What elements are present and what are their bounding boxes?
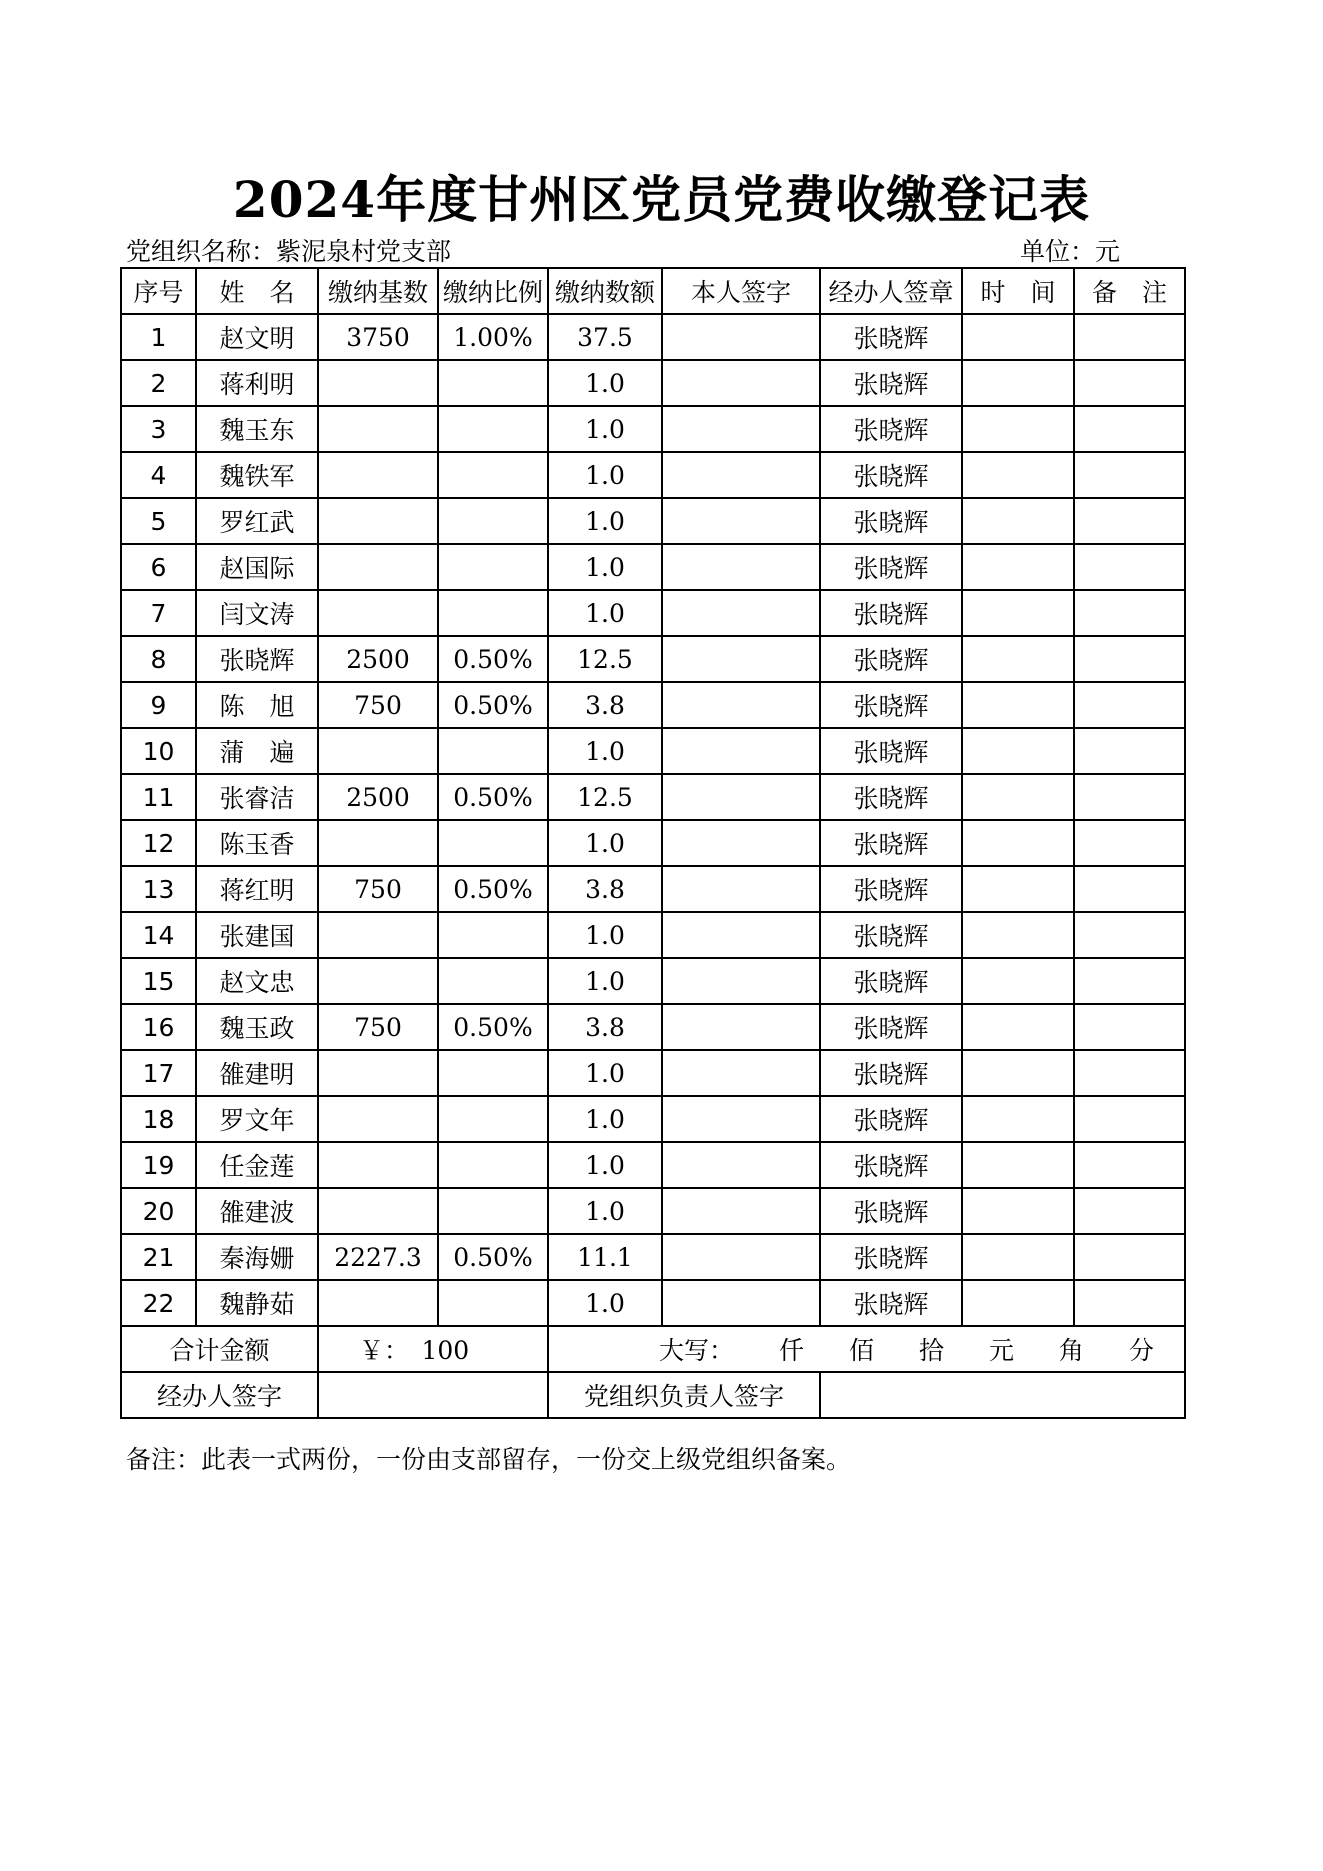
time-cell[interactable] [962,866,1074,912]
dues-amount: 3.8 [548,682,662,728]
row-number: 13 [121,866,196,912]
member-name: 赵文忠 [196,958,318,1004]
dues-base: 750 [318,866,438,912]
dues-amount: 3.8 [548,1004,662,1050]
dues-amount: 3.8 [548,866,662,912]
dues-ratio [438,498,548,544]
leader-sign-label: 党组织负责人签字 [548,1372,820,1418]
dues-base [318,728,438,774]
dues-ratio [438,406,548,452]
self-signature-cell[interactable] [662,682,820,728]
handler-cell: 张晓辉 [820,1050,962,1096]
table-row [121,912,1185,958]
handler-cell: 张晓辉 [820,360,962,406]
dues-amount: 1.0 [548,1280,662,1326]
time-cell[interactable] [962,820,1074,866]
dues-base: 2500 [318,774,438,820]
remark-cell[interactable] [1074,406,1185,452]
member-name: 张建国 [196,912,318,958]
time-cell[interactable] [962,682,1074,728]
handler-cell: 张晓辉 [820,866,962,912]
self-signature-cell[interactable] [662,1004,820,1050]
dues-amount: 1.0 [548,590,662,636]
self-signature-cell[interactable] [662,406,820,452]
handler-cell: 张晓辉 [820,498,962,544]
row-number: 2 [121,360,196,406]
dues-amount: 1.0 [548,1050,662,1096]
time-cell[interactable] [962,1050,1074,1096]
table-row [121,820,1185,866]
remark-cell[interactable] [1074,590,1185,636]
row-number: 11 [121,774,196,820]
row-number: 20 [121,1188,196,1234]
dues-ratio [438,452,548,498]
remark-cell[interactable] [1074,498,1185,544]
dues-amount: 1.0 [548,1188,662,1234]
table-row [121,1234,1185,1280]
self-signature-cell[interactable] [662,820,820,866]
remark-cell[interactable] [1074,314,1185,360]
time-cell[interactable] [962,544,1074,590]
table-row [121,590,1185,636]
row-number: 10 [121,728,196,774]
remark-cell[interactable] [1074,1280,1185,1326]
dues-ratio [438,820,548,866]
daxie-unit: 佰 [848,1336,874,1365]
row-number: 17 [121,1050,196,1096]
header-cell: 经办人签章 [820,268,962,314]
member-name: 罗文年 [196,1096,318,1142]
unit-label: 单位：元 [1020,237,1121,266]
dues-ratio: 1.00% [438,314,548,360]
member-name: 赵文明 [196,314,318,360]
table-row [121,360,1185,406]
handler-cell: 张晓辉 [820,774,962,820]
header-cell: 姓 名 [196,268,318,314]
handler-cell: 张晓辉 [820,912,962,958]
handler-cell: 张晓辉 [820,682,962,728]
dues-ratio [438,1050,548,1096]
footer-note: 备注：此表一式两份，一份由支部留存，一份交上级党组织备案。 [126,1445,852,1474]
dues-base [318,406,438,452]
table-row [121,866,1185,912]
dues-ratio: 0.50% [438,682,548,728]
row-number: 21 [121,1234,196,1280]
dues-base [318,360,438,406]
dues-base [318,590,438,636]
dues-ratio [438,912,548,958]
dues-ratio [438,1280,548,1326]
handler-cell: 张晓辉 [820,1280,962,1326]
page-title: 2024年度甘州区党员党费收缴登记表 [232,170,1091,229]
remark-cell[interactable] [1074,1234,1185,1280]
total-row [121,1326,1185,1372]
dues-base: 2227.3 [318,1234,438,1280]
dues-amount: 1.0 [548,498,662,544]
self-signature-cell[interactable] [662,1234,820,1280]
total-value: ￥： 100 [318,1326,548,1372]
handler-cell: 张晓辉 [820,544,962,590]
handler-cell: 张晓辉 [820,1004,962,1050]
header-cell: 缴纳比例 [438,268,548,314]
table-row [121,1280,1185,1326]
dues-amount: 1.0 [548,1142,662,1188]
row-number: 3 [121,406,196,452]
dues-register-table [120,267,1186,1419]
table-row [121,774,1185,820]
member-name: 魏玉政 [196,1004,318,1050]
handler-cell: 张晓辉 [820,1142,962,1188]
row-number: 18 [121,1096,196,1142]
self-signature-cell[interactable] [662,958,820,1004]
dues-base [318,1188,438,1234]
time-cell[interactable] [962,590,1074,636]
dues-base [318,1096,438,1142]
member-name: 张晓辉 [196,636,318,682]
row-number: 16 [121,1004,196,1050]
dues-base [318,1142,438,1188]
dues-amount: 1.0 [548,360,662,406]
dues-base [318,958,438,1004]
row-number: 12 [121,820,196,866]
dues-base [318,452,438,498]
header-cell: 时 间 [962,268,1074,314]
leader-sign-cell[interactable] [820,1372,1185,1418]
header-cell: 缴纳数额 [548,268,662,314]
time-cell[interactable] [962,498,1074,544]
self-signature-cell[interactable] [662,544,820,590]
table-row [121,958,1185,1004]
row-number: 9 [121,682,196,728]
header-cell: 备 注 [1074,268,1185,314]
daxie-label: 大写： [659,1336,735,1365]
row-number: 5 [121,498,196,544]
handler-sign-cell[interactable] [318,1372,548,1418]
table-row [121,1142,1185,1188]
self-signature-cell[interactable] [662,1188,820,1234]
self-signature-cell[interactable] [662,866,820,912]
dues-ratio [438,728,548,774]
time-cell[interactable] [962,1004,1074,1050]
dues-ratio [438,1096,548,1142]
time-cell[interactable] [962,1188,1074,1234]
dues-ratio [438,360,548,406]
dues-amount: 1.0 [548,452,662,498]
member-name: 张睿洁 [196,774,318,820]
table-row [121,636,1185,682]
dues-amount: 1.0 [548,544,662,590]
self-signature-cell[interactable] [662,360,820,406]
self-signature-cell[interactable] [662,452,820,498]
member-name: 魏玉东 [196,406,318,452]
dues-ratio: 0.50% [438,866,548,912]
member-name: 蒲 遍 [196,728,318,774]
member-name: 赵国际 [196,544,318,590]
member-name: 魏铁军 [196,452,318,498]
remark-cell[interactable] [1074,452,1185,498]
dues-base [318,498,438,544]
remark-cell[interactable] [1074,1142,1185,1188]
time-cell[interactable] [962,406,1074,452]
time-cell[interactable] [962,1280,1074,1326]
org-name-label: 党组织名称：紫泥泉村党支部 [126,237,452,266]
time-cell[interactable] [962,728,1074,774]
daxie-unit: 分 [1128,1336,1154,1365]
remark-cell[interactable] [1074,360,1185,406]
table-row [121,1188,1185,1234]
row-number: 1 [121,314,196,360]
remark-cell[interactable] [1074,1050,1185,1096]
table-row [121,1050,1185,1096]
self-signature-cell[interactable] [662,590,820,636]
remark-cell[interactable] [1074,544,1185,590]
time-cell[interactable] [962,360,1074,406]
member-name: 雒建波 [196,1188,318,1234]
daxie-unit: 仟 [778,1336,804,1365]
handler-cell: 张晓辉 [820,1188,962,1234]
header-cell: 本人签字 [662,268,820,314]
table-row [121,1004,1185,1050]
daxie-unit: 拾 [918,1336,944,1365]
row-number: 19 [121,1142,196,1188]
dues-base: 750 [318,682,438,728]
member-name: 雒建明 [196,1050,318,1096]
handler-cell: 张晓辉 [820,820,962,866]
table-row [121,1096,1185,1142]
dues-ratio [438,1142,548,1188]
remark-cell[interactable] [1074,1188,1185,1234]
time-cell[interactable] [962,958,1074,1004]
handler-cell: 张晓辉 [820,958,962,1004]
member-name: 闫文涛 [196,590,318,636]
time-cell[interactable] [962,774,1074,820]
table-row [121,544,1185,590]
dues-ratio [438,544,548,590]
handler-cell: 张晓辉 [820,1234,962,1280]
handler-cell: 张晓辉 [820,406,962,452]
handler-cell: 张晓辉 [820,590,962,636]
handler-cell: 张晓辉 [820,728,962,774]
remark-cell[interactable] [1074,728,1185,774]
remark-cell[interactable] [1074,820,1185,866]
dues-amount: 1.0 [548,406,662,452]
dues-ratio: 0.50% [438,1004,548,1050]
dues-base [318,912,438,958]
row-number: 14 [121,912,196,958]
daxie-unit: 角 [1058,1336,1084,1365]
remark-cell[interactable] [1074,774,1185,820]
time-cell[interactable] [962,912,1074,958]
self-signature-cell[interactable] [662,1096,820,1142]
self-signature-cell[interactable] [662,1142,820,1188]
self-signature-cell[interactable] [662,636,820,682]
dues-amount: 1.0 [548,1096,662,1142]
time-cell[interactable] [962,1234,1074,1280]
header-cell: 序号 [121,268,196,314]
dues-base [318,1050,438,1096]
member-name: 陈 旭 [196,682,318,728]
time-cell[interactable] [962,452,1074,498]
member-name: 蒋利明 [196,360,318,406]
handler-cell: 张晓辉 [820,1096,962,1142]
table-row [121,452,1185,498]
dues-ratio [438,590,548,636]
self-signature-cell[interactable] [662,728,820,774]
remark-cell[interactable] [1074,912,1185,958]
self-signature-cell[interactable] [662,1280,820,1326]
remark-cell[interactable] [1074,866,1185,912]
dues-base: 3750 [318,314,438,360]
row-number: 4 [121,452,196,498]
remark-cell[interactable] [1074,1096,1185,1142]
time-cell[interactable] [962,314,1074,360]
row-number: 22 [121,1280,196,1326]
member-name: 魏静茹 [196,1280,318,1326]
dues-base [318,544,438,590]
signoff-row [121,1372,1185,1418]
table-body [121,314,1185,1326]
time-cell[interactable] [962,1096,1074,1142]
dues-ratio: 0.50% [438,774,548,820]
daxie-unit: 元 [988,1336,1014,1365]
member-name: 罗红武 [196,498,318,544]
member-name: 秦海姗 [196,1234,318,1280]
dues-amount: 1.0 [548,728,662,774]
dues-amount: 37.5 [548,314,662,360]
dues-base: 2500 [318,636,438,682]
member-name: 蒋红明 [196,866,318,912]
self-signature-cell[interactable] [662,1050,820,1096]
remark-cell[interactable] [1074,682,1185,728]
table-row [121,682,1185,728]
self-signature-cell[interactable] [662,912,820,958]
time-cell[interactable] [962,636,1074,682]
time-cell[interactable] [962,1142,1074,1188]
member-name: 陈玉香 [196,820,318,866]
dues-amount: 11.1 [548,1234,662,1280]
row-number: 6 [121,544,196,590]
self-signature-cell[interactable] [662,498,820,544]
remark-cell[interactable] [1074,1004,1185,1050]
table-row [121,314,1185,360]
dues-ratio: 0.50% [438,636,548,682]
dues-base [318,1280,438,1326]
handler-sign-label: 经办人签字 [121,1372,318,1418]
member-name: 任金莲 [196,1142,318,1188]
dues-base: 750 [318,1004,438,1050]
row-number: 7 [121,590,196,636]
dues-ratio [438,958,548,1004]
handler-cell: 张晓辉 [820,452,962,498]
dues-amount: 1.0 [548,958,662,1004]
dues-amount: 12.5 [548,636,662,682]
row-number: 8 [121,636,196,682]
table-row [121,498,1185,544]
total-daxie [548,1326,1185,1372]
remark-cell[interactable] [1074,958,1185,1004]
dues-base [318,820,438,866]
handler-cell: 张晓辉 [820,314,962,360]
self-signature-cell[interactable] [662,314,820,360]
dues-ratio: 0.50% [438,1234,548,1280]
dues-amount: 1.0 [548,912,662,958]
total-label: 合计金额 [121,1326,318,1372]
dues-amount: 12.5 [548,774,662,820]
table-row [121,728,1185,774]
remark-cell[interactable] [1074,636,1185,682]
table-row [121,406,1185,452]
dues-ratio [438,1188,548,1234]
handler-cell: 张晓辉 [820,636,962,682]
header-cell: 缴纳基数 [318,268,438,314]
dues-amount: 1.0 [548,820,662,866]
table-header-row [121,268,1185,314]
self-signature-cell[interactable] [662,774,820,820]
row-number: 15 [121,958,196,1004]
